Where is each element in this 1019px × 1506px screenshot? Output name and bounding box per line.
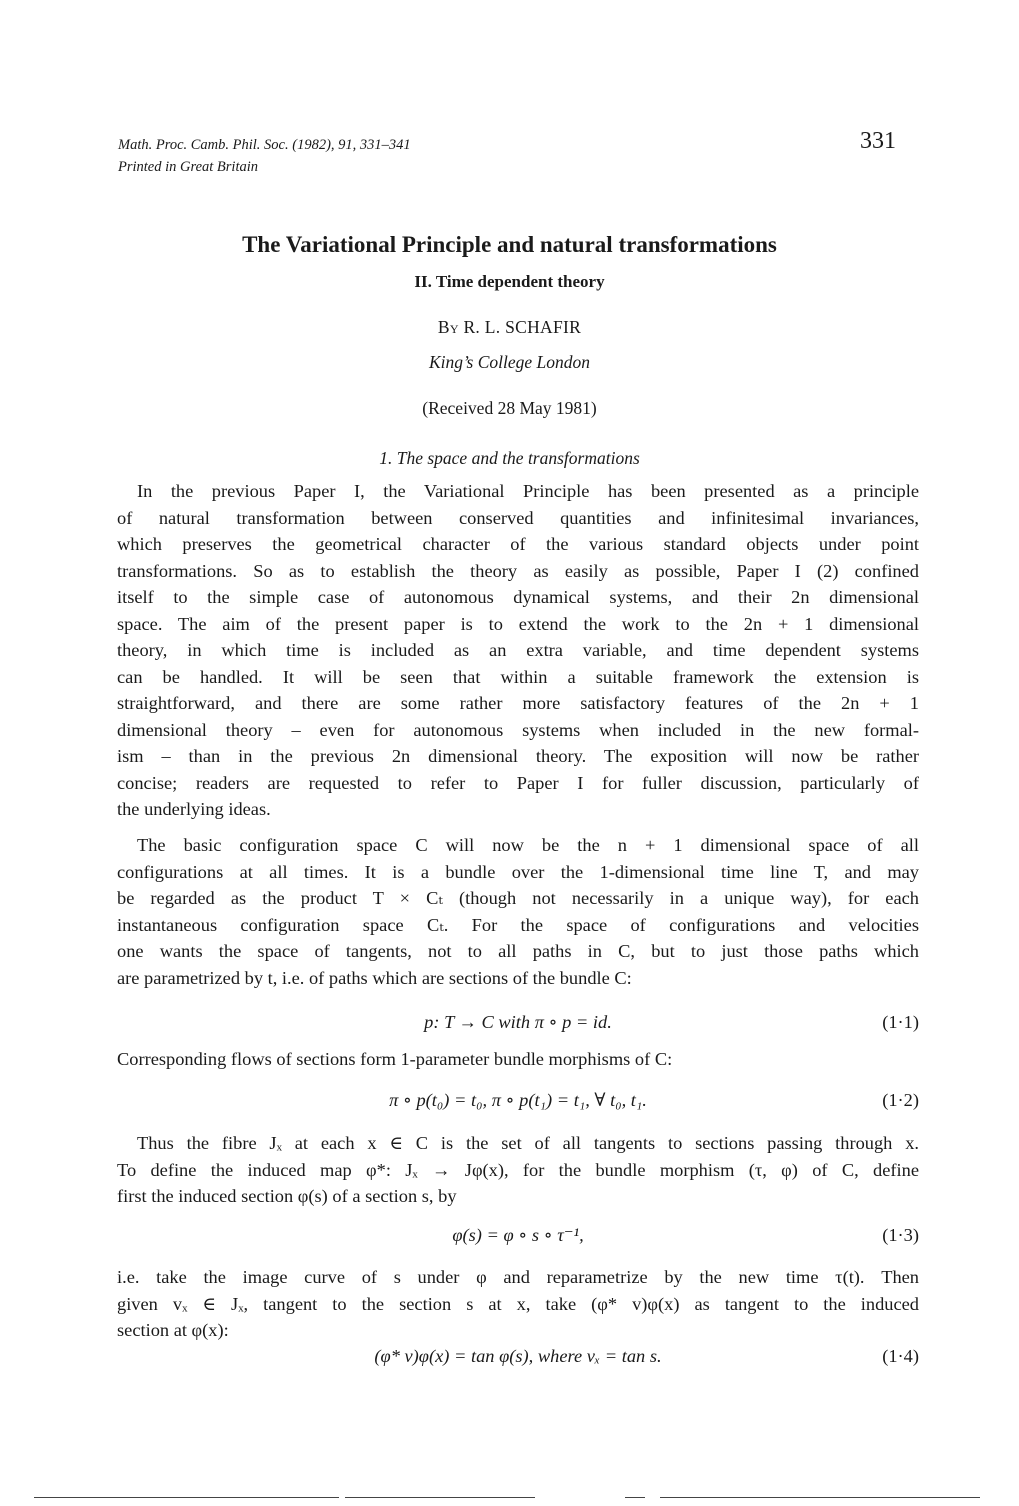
journal-citation	[118, 134, 411, 178]
text-line: Thus the fibre Jₓ at each x ∈ C is the set of all tangents to sections passing through x.	[137, 1133, 919, 1153]
equation-1-4	[117, 1346, 919, 1372]
paragraph-1	[117, 478, 919, 823]
equation-text: φ(s) = φ ∘ s ∘ τ⁻¹,	[452, 1225, 584, 1245]
paragraph-5	[117, 1264, 919, 1344]
author: By R. L. SCHAFIR	[437, 317, 582, 337]
text-line: are parametrized by t, i.e. of paths which are sections of the bundle C:	[117, 967, 632, 988]
footer-rule	[34, 1497, 339, 1498]
section-heading	[0, 448, 1019, 469]
equation-number: (1·4)	[882, 1346, 919, 1366]
paragraph-2	[117, 832, 919, 991]
page-number: 331	[860, 128, 896, 154]
text-line: Corresponding flows of sections form 1-parameter bundle morphisms of C:	[117, 1049, 673, 1069]
text-line: which preserves the geometrical character of the various standard objects under point	[117, 534, 919, 554]
text-line: To define the induced map φ*: Jₓ → Jφ(x), for the bundle morphism (τ, φ) of C, define	[117, 1159, 919, 1180]
text-line: ism – than in the previous 2n dimensional theory. The exposition will now be rather	[117, 746, 919, 766]
equation-text: (φ* v)φ(x) = tan φ(s), where vₓ = tan s.	[374, 1346, 662, 1366]
section-heading-text: 1. The space and the transformations	[379, 448, 640, 468]
equation-1-1	[117, 1012, 919, 1038]
footer-rule	[345, 1497, 535, 1498]
footer-rule	[660, 1497, 980, 1498]
equation-number: (1·1)	[882, 1012, 919, 1032]
printed-line: Printed in Great Britain	[118, 159, 259, 175]
equation-1-3	[117, 1225, 919, 1251]
text-line: first the induced section φ(s) of a section s, by	[117, 1186, 457, 1206]
text-line: straightforward, and there are some rather more satisfactory features of the 2n + 1	[117, 693, 919, 713]
text-line: In the previous Paper I, the Variational Principle has been presented as a principle	[137, 481, 919, 501]
received-date: (Received 28 May 1981)	[422, 398, 597, 418]
text-line: given vₓ ∈ Jₓ, tangent to the section s at x, take (φ* v)φ(x) as tangent to the induced	[117, 1293, 919, 1314]
text-line: configurations at all times. It is a bundle over the 1-dimensional time line T, and may	[117, 861, 919, 882]
journal-line: Math. Proc. Camb. Phil. Soc. (1982), 91, 331–341	[118, 137, 411, 153]
text-line: the underlying ideas.	[117, 799, 271, 819]
paper-subtitle: II. Time dependent theory	[414, 272, 605, 291]
equation-1-2	[117, 1090, 919, 1116]
text-line: section at φ(x):	[117, 1320, 229, 1340]
equation-text: π ∘ p(t₀) = t₀, π ∘ p(t₁) = t₁, ∀ t₀, t₁.	[389, 1090, 647, 1110]
affiliation: King’s College London	[428, 352, 591, 372]
equation-number: (1·2)	[882, 1090, 919, 1110]
paper-title: The Variational Principle and natural transformations	[242, 232, 777, 257]
text-line: The basic configuration space C will now be the n + 1 dimensional space of all	[137, 835, 919, 855]
text-line: space. The aim of the present paper is to extend the work to the 2n + 1 dimensional	[117, 613, 919, 634]
text-line: be regarded as the product T × Cₜ (though not necessarily in a unique way), for each	[117, 888, 919, 908]
text-line: one wants the space of tangents, not to all paths in C, but to just those paths which	[117, 941, 919, 961]
footer-rule	[625, 1497, 645, 1498]
text-line: dimensional theory – even for autonomous systems when included in the new formal-	[117, 719, 919, 740]
paragraph-4	[117, 1130, 919, 1210]
text-line: concise; readers are requested to refer to Paper I for fuller discussion, particularly of	[117, 772, 919, 793]
text-line: theory, in which time is included as an extra variable, and time dependent systems	[117, 640, 919, 660]
text-line: instantaneous configuration space Cₜ. For the space of configurations and velocities	[117, 914, 919, 935]
equation-text: p: T → C with π ∘ p = id.	[424, 1012, 612, 1032]
text-line: of natural transformation between conserved quantities and infinitesimal invariances,	[117, 507, 919, 528]
text-line: can be handled. It will be seen that within a suitable framework the extension is	[117, 666, 919, 687]
text-line: i.e. take the image curve of s under φ and reparametrize by the new time τ(t). Then	[117, 1267, 919, 1287]
paragraph-3	[117, 1046, 919, 1073]
text-line: transformations. So as to establish the theory as easily as possible, Paper I (2) confined	[117, 560, 919, 581]
equation-number: (1·3)	[882, 1225, 919, 1245]
text-line: itself to the simple case of autonomous dynamical systems, and their 2n dimensional	[117, 587, 919, 607]
